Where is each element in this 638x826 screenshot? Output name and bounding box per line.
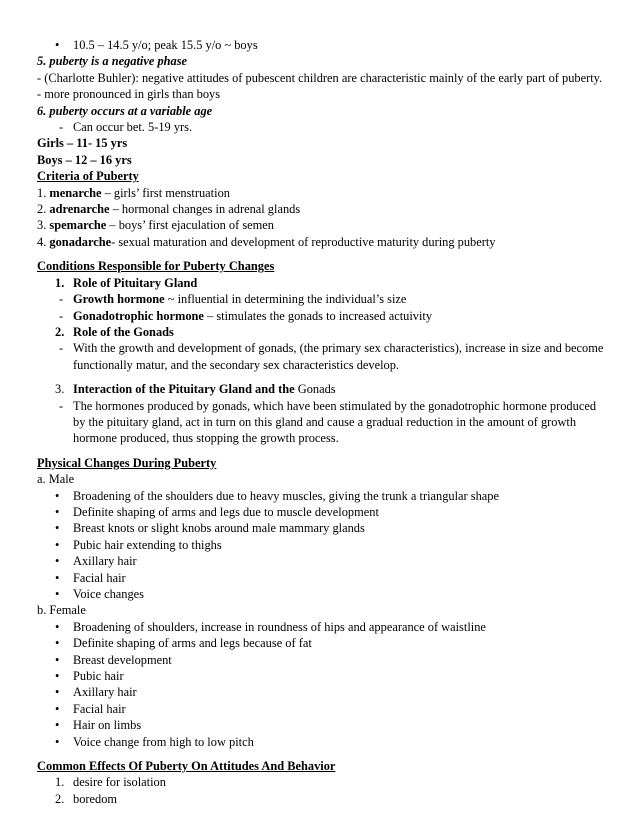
dash-marker: -	[59, 308, 64, 323]
list-item-text: The hormones produced by gonads, which have been stimulated by the gonadotrophic hormone produced by the pituitary gland, act in turn on this gland and cause a gradual reduction in the amount of growth hormone produced, thus stopping the growth process.	[73, 398, 597, 446]
term: spemarche	[49, 218, 107, 233]
dash-marker: -	[59, 398, 64, 413]
list-item	[37, 185, 607, 201]
list-item-text: Axillary hair	[73, 685, 137, 700]
age-range-girls: Girls – 11- 15 yrs	[37, 136, 128, 151]
term: adrenarche	[49, 202, 110, 217]
item-number: 2.	[37, 202, 47, 217]
description: ~ influential in determining the individual’s size	[164, 292, 407, 307]
description: – girls’ first menstruation	[101, 185, 230, 200]
list-item	[37, 586, 607, 602]
document-page	[37, 37, 607, 807]
male-label: a. Male	[37, 472, 75, 487]
list-item	[37, 488, 607, 504]
item-number: 2.	[55, 791, 65, 806]
female-list	[37, 619, 607, 750]
list-item-text: Pubic hair	[73, 669, 124, 684]
list-item-text: With the growth and development of gonads, (the primary sex characteristics), increase in size and become functionally matur, and the secondary sex characteristics develop.	[73, 341, 604, 372]
bullet-marker: •	[55, 488, 60, 503]
section-heading: 6. puberty occurs at a variable age	[37, 103, 213, 118]
list-item	[37, 701, 607, 717]
description: Gonads	[294, 382, 336, 397]
list-item	[37, 570, 607, 586]
list-item	[37, 652, 607, 668]
list-item-text: Broadening of shoulders, increase in roundness of hips and appearance of waistline	[73, 619, 486, 634]
spacer	[37, 373, 607, 381]
dash-marker: -	[59, 341, 64, 356]
bullet-marker: •	[55, 619, 60, 634]
list-item	[37, 553, 607, 569]
list-item	[37, 324, 607, 340]
spacer	[37, 250, 607, 258]
list-item-text: Pubic hair extending to thighs	[73, 537, 222, 552]
item-number: 4.	[37, 234, 47, 249]
bullet-marker: •	[55, 669, 60, 684]
bullet-marker: •	[55, 587, 60, 601]
bullet-marker: •	[55, 504, 60, 519]
bullet-marker: •	[55, 570, 60, 585]
list-item	[37, 234, 607, 250]
list-item-text: Can occur bet. 5-19 yrs.	[73, 120, 193, 135]
list-item	[37, 668, 607, 684]
age-range-boys: Boys – 12 – 16 yrs	[37, 152, 132, 167]
list-item	[37, 619, 607, 635]
list-item	[37, 398, 607, 447]
list-item	[37, 635, 607, 651]
list-item-text: Definite shaping of arms and legs due to muscle development	[73, 504, 379, 519]
list-item	[37, 774, 607, 790]
list-item-text: Voice changes	[73, 587, 144, 601]
list-item	[37, 684, 607, 700]
list-item-text: Axillary hair	[73, 554, 137, 569]
conditions-heading: Conditions Responsible for Puberty Changes	[37, 259, 275, 274]
list-item-text: 10.5 – 14.5 y/o; peak 15.5 y/o ~ boys	[73, 38, 258, 52]
dash-marker: -	[59, 120, 64, 135]
list-item	[37, 201, 607, 217]
spacer	[37, 447, 607, 455]
list-item-text: Definite shaping of arms and legs because of fat	[73, 636, 312, 651]
list-item-text: Voice change from high to low pitch	[73, 734, 254, 749]
bullet-marker: •	[55, 718, 60, 733]
list-item-text: Breast knots or slight knobs around male mammary glands	[73, 521, 365, 536]
bullet-marker: •	[55, 554, 60, 569]
item-number: 2.	[55, 324, 65, 339]
list-item-text: Role of Pituitary Gland	[73, 275, 198, 290]
list-item	[37, 734, 607, 750]
item-number: 3.	[55, 382, 65, 397]
term: Growth hormone	[73, 292, 165, 307]
item-number: 1.	[55, 275, 65, 290]
description: - sexual maturation and development of reproductive maturity during puberty	[111, 234, 496, 249]
list-item-text: desire for isolation	[73, 775, 166, 790]
list-item	[37, 37, 607, 53]
bullet-marker: •	[55, 701, 60, 716]
bullet-marker: •	[55, 636, 60, 651]
bullet-marker: •	[55, 734, 60, 749]
bullet-marker: •	[55, 652, 60, 667]
list-item	[37, 791, 607, 807]
list-item-text: Facial hair	[73, 570, 126, 585]
list-item	[37, 217, 607, 233]
paragraph: - more pronounced in girls than boys	[37, 87, 221, 102]
list-item-text: Broadening of the shoulders due to heavy muscles, giving the trunk a triangular shape	[73, 488, 499, 503]
bullet-marker: •	[55, 537, 60, 552]
list-item	[37, 291, 607, 307]
term: Gonadotrophic hormone	[73, 308, 204, 323]
section-heading: 5. puberty is a negative phase	[37, 54, 188, 69]
physical-heading: Physical Changes During Puberty	[37, 455, 217, 470]
list-item	[37, 381, 607, 397]
paragraph: - (Charlotte Buhler): negative attitudes of pubescent children are characteristic mainly of the early part of puberty.	[37, 70, 603, 85]
list-item	[37, 504, 607, 520]
bullet-marker: •	[55, 521, 60, 536]
list-item	[37, 340, 607, 373]
list-item	[37, 537, 607, 553]
list-item	[37, 275, 607, 291]
criteria-heading: Criteria of Puberty	[37, 169, 139, 184]
list-item-text: Role of the Gonads	[73, 324, 174, 339]
list-item	[37, 308, 607, 324]
list-item-text: Breast development	[73, 652, 172, 667]
list-item	[37, 119, 607, 135]
list-item-text: Facial hair	[73, 701, 126, 716]
male-list	[37, 488, 607, 603]
list-item	[37, 520, 607, 536]
female-label: b. Female	[37, 603, 86, 618]
description: – boys’ first ejaculation of semen	[106, 218, 274, 233]
bullet-marker: •	[55, 685, 60, 700]
list-item-text: boredom	[73, 791, 118, 806]
term: gonadarche	[49, 234, 112, 249]
item-number: 1.	[37, 185, 47, 200]
description: – hormonal changes in adrenal glands	[109, 202, 301, 217]
spacer	[37, 750, 607, 758]
term: Interaction of the Pituitary Gland and the	[73, 382, 295, 397]
description: – stimulates the gonads to increased actuivity	[203, 308, 433, 323]
effects-heading: Common Effects Of Puberty On Attitudes And Behavior	[37, 759, 336, 774]
item-number: 1.	[55, 775, 65, 790]
bullet-marker: •	[55, 38, 60, 52]
list-item-text: Hair on limbs	[73, 718, 142, 733]
term: menarche	[49, 185, 102, 200]
dash-marker: -	[59, 292, 64, 307]
item-number: 3.	[37, 218, 47, 233]
list-item	[37, 717, 607, 733]
